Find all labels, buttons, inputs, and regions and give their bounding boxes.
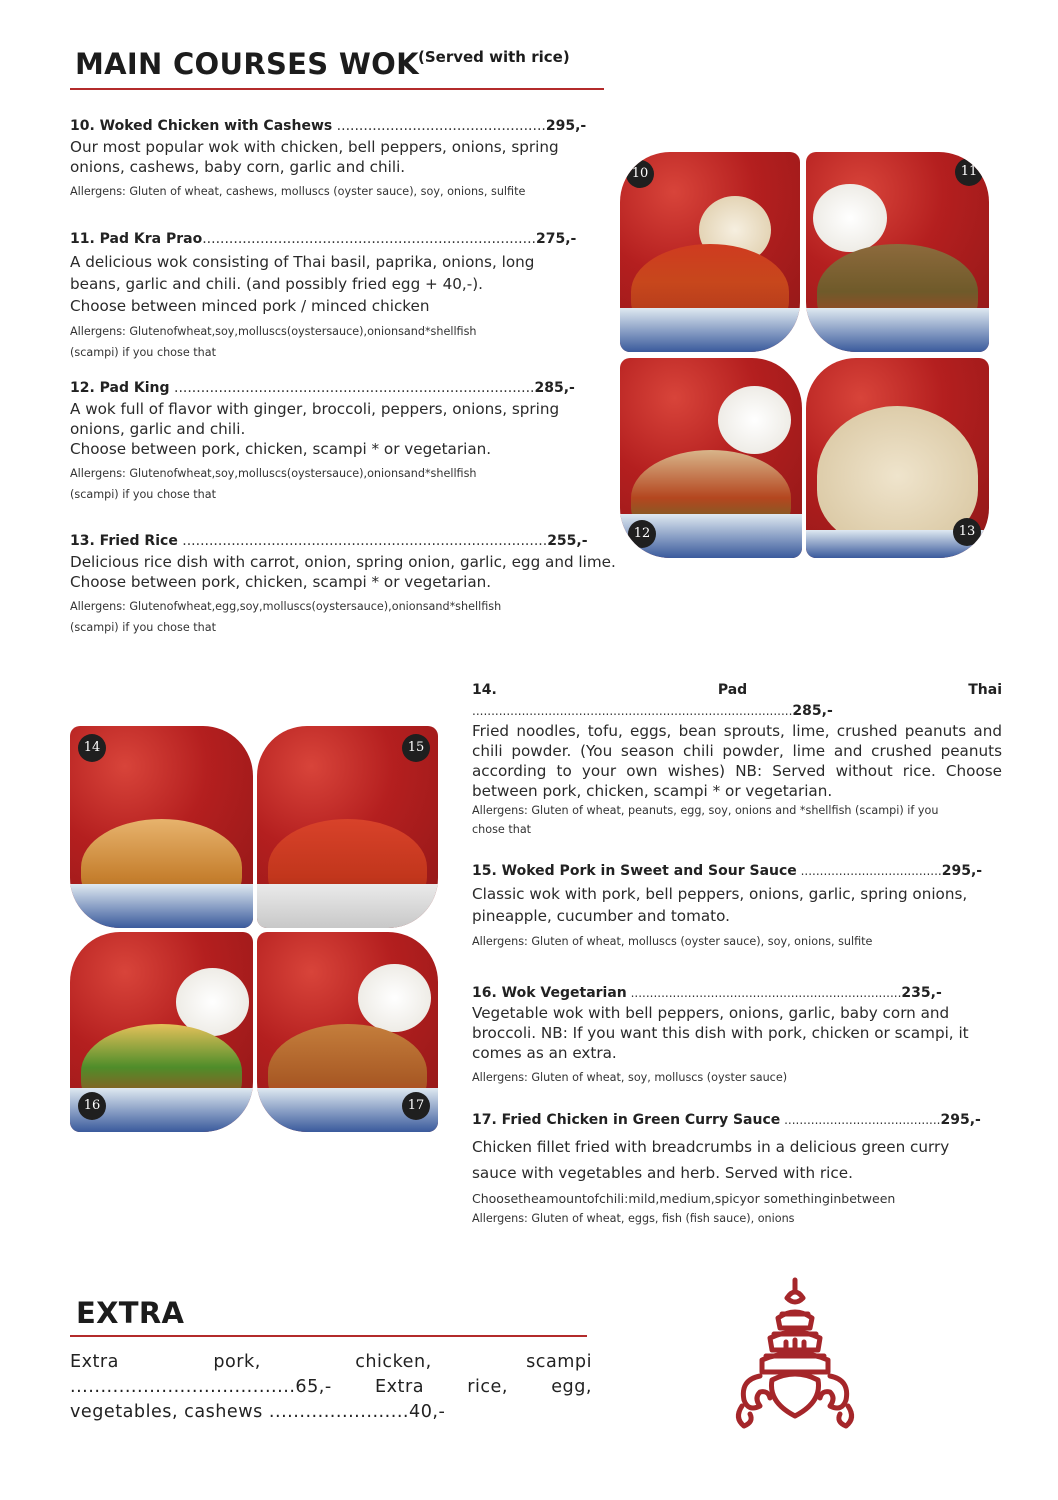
item-name: 15. Woked Pork in Sweet and Sour Sauce [472,863,797,879]
item-description-line: comes as an extra. [472,1044,617,1062]
item-description-line: Choose between pork, chicken, scampi * or vegetarian. [70,573,492,591]
item-allergens: Allergens: Gluten of wheat, cashews, molluscs (oyster sauce), soy, onions, sulfite [70,185,526,198]
extra-text [70,1350,592,1425]
item-allergens: (scampi) if you chose that [70,488,217,501]
menu-item-16 [472,983,1027,1088]
item-description-line: according to your own wishes) NB: Served without rice. Choose [472,762,1002,780]
dot-leader: ..................................... [796,864,942,878]
item-name-word: Thai [968,682,1002,698]
dot-leader: ........................................................................... [202,231,536,247]
dish-number-badge: 17 [402,1092,430,1120]
item-price: 295,- [545,118,587,134]
extra-word: egg, [551,1377,592,1397]
dish-photo-14 [70,726,253,928]
item-name-word: 14. [472,682,497,698]
item-description-line: pineapple, cucumber and tomato. [472,907,730,925]
item-description-line: onions, cashews, baby corn, garlic and chili. [70,158,406,176]
item-price: 295,- [940,1112,981,1128]
item-allergens: Allergens: Glutenofwheat,egg,soy,molluscs(oystersauce),onionsand*shellfish [70,600,502,613]
item-allergens: (scampi) if you chose that [70,346,217,359]
extra-word: Extra [70,1352,119,1372]
dot-leader: ............................................... [332,118,546,134]
dish-photo-17 [257,932,438,1132]
menu-item-13 [70,531,630,638]
dish-photo-12 [620,358,802,558]
item-price: 235,- [901,985,942,1001]
item-description-line: onions, garlic and chili. [70,420,246,438]
item-description-line: Delicious rice dish with carrot, onion, spring onion, garlic, egg and lime. [70,553,616,571]
item-name: 10. Woked Chicken with Cashews [70,118,333,134]
item-price: 285,- [534,380,575,396]
menu-item-14 [472,680,1002,839]
extra-word: vegetables, cashews .......................40,- [70,1402,446,1422]
dish-number-badge: 16 [78,1092,106,1120]
extra-word: scampi [526,1352,592,1372]
item-allergens: Allergens: Glutenofwheat,soy,molluscs(oystersauce),onionsand*shellfish [70,467,477,480]
dot-leader: ....................................................................... [626,986,902,1000]
item-description-line: broccoli. NB: If you want this dish with pork, chicken or scampi, it [472,1024,969,1042]
dish-photo-15 [257,726,438,928]
item-description-line: A delicious wok consisting of Thai basil, paprika, onions, long [70,253,535,271]
title-divider [70,88,604,90]
dot-leader: .................................................................................... [472,704,793,718]
extra-word: chicken, [355,1352,432,1372]
dish-number-badge: 14 [78,734,106,762]
dish-number-badge: 12 [628,520,656,548]
item-description-line: Our most popular wok with chicken, bell peppers, onions, spring [70,138,559,156]
dish-number-badge: 15 [402,734,430,762]
item-price: 285,- [792,703,833,719]
item-description-line: Classic wok with pork, bell peppers, onions, garlic, spring onions, [472,885,968,903]
page-subtitle: (Served with rice) [418,48,570,66]
item-description-line: A wok full of flavor with ginger, broccoli, peppers, onions, spring [70,400,560,418]
extra-divider [70,1335,587,1337]
item-description-line: Choose between minced pork / minced chicken [70,297,430,315]
dot-leader: .................................................................................. [177,533,548,549]
item-chili-note: Choosetheamountofchili:mild,medium,spicyor somethinginbetween [472,1191,896,1206]
item-description-line: Choose between pork, chicken, scampi * or vegetarian. [70,440,492,458]
item-price: 255,- [547,533,588,549]
dish-photo-13 [806,358,989,558]
item-price: 295,- [941,863,983,879]
dish-number-badge: 11 [955,158,983,186]
item-allergens: Allergens: Gluten of wheat, eggs, fish (fish sauce), onions [472,1212,795,1225]
menu-item-10 [70,116,615,202]
item-name: 17. Fried Chicken in Green Curry Sauce [472,1112,781,1128]
item-allergens: (scampi) if you chose that [70,621,217,634]
item-allergens: chose that [472,823,532,836]
menu-item-12 [70,378,615,505]
item-name: 11. Pad Kra Prao [70,231,203,247]
menu-item-15 [472,861,1012,952]
dish-number-badge: 10 [626,160,654,188]
page-title: MAIN COURSES WOK [75,47,419,81]
item-price: 275,- [535,231,577,247]
item-allergens: Allergens: Gluten of wheat, molluscs (oyster sauce), soy, onions, sulfite [472,935,873,948]
item-description-line: Chicken fillet fried with breadcrumbs in a delicious green curry [472,1138,950,1156]
item-name-word: Pad [717,682,748,698]
extra-title: EXTRA [76,1296,185,1330]
extra-word: .....................................65,- [70,1377,332,1397]
item-allergens: Allergens: Gluten of wheat, soy, molluscs (oyster sauce) [472,1071,788,1084]
thai-crown-face-logo-icon [730,1276,860,1432]
menu-item-17 [472,1110,1012,1229]
item-description-line: chili powder. (You season chili powder, lime and crushed peanuts [472,742,1002,760]
item-name: 16. Wok Vegetarian [472,985,627,1001]
dish-photo-10 [620,152,800,352]
item-description-line: Vegetable wok with bell peppers, onions, garlic, baby corn and [472,1004,950,1022]
item-description-line: between pork, chicken, scampi * or vegetarian. [472,782,833,800]
dish-number-badge: 13 [953,518,981,546]
item-allergens: Allergens: Glutenofwheat,soy,molluscs(oystersauce),onionsand*shellfish [70,325,477,338]
item-description-line: Fried noodles, tofu, eggs, bean sprouts, lime, crushed peanuts and [472,722,1002,740]
item-allergens: Allergens: Gluten of wheat, peanuts, egg, soy, onions and *shellfish (scampi) if you [472,804,939,817]
menu-item-11 [70,229,615,363]
dish-photo-16 [70,932,253,1132]
item-description-line: sauce with vegetables and herb. Served with rice. [472,1164,853,1182]
extra-word: Extra [375,1377,424,1397]
item-name: 12. Pad King [70,380,170,396]
extra-word: rice, [467,1377,508,1397]
item-name: 13. Fried Rice [70,533,178,549]
dot-leader: ................................................................................. [169,380,535,396]
item-description-line: beans, garlic and chili. (and possibly fried egg + 40,-). [70,275,483,293]
extra-word: pork, [213,1352,261,1372]
dot-leader: ......................................... [780,1113,941,1127]
dish-photo-11 [806,152,989,352]
